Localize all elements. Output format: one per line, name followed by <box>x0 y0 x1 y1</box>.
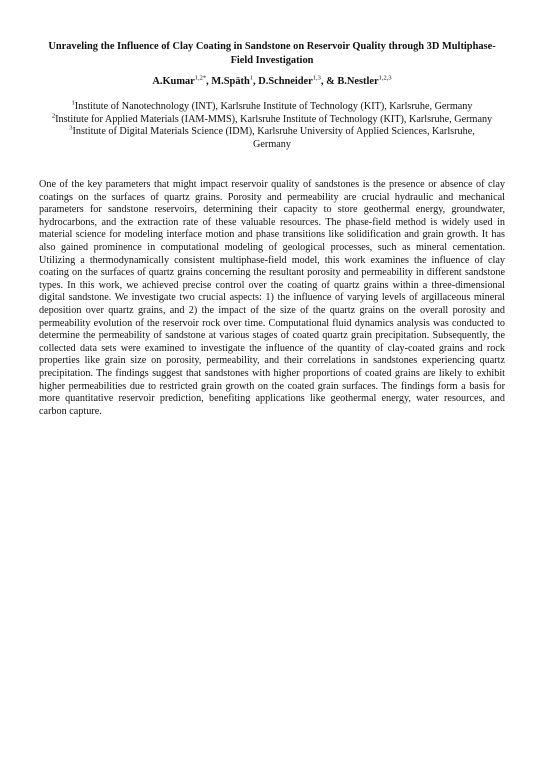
author-name: D.Schneider <box>258 76 313 87</box>
author-affiliation-marker: 1,2,3 <box>378 74 392 82</box>
affiliation-text: Institute for Applied Materials (IAM-MMS), Karlsruhe Institute of Technology (KIT), Karlsruhe, Germany <box>55 113 493 125</box>
affiliation-list <box>50 101 494 151</box>
author-affiliation-marker: 1,3 <box>312 74 321 82</box>
author-list <box>40 75 504 89</box>
affiliation-marker: 3 <box>69 124 73 132</box>
author-name: B.Nestler <box>337 76 379 87</box>
author-affiliation-marker: 1 <box>249 74 254 82</box>
affiliation <box>50 114 494 127</box>
affiliation <box>50 126 494 151</box>
author-separator: , <box>253 76 259 87</box>
author-separator: , <box>206 76 212 87</box>
author-name: A.Kumar <box>152 76 195 87</box>
abstract-text: One of the key parameters that might impact reservoir quality of sandstones is the presence or absence of clay coatings on the surfaces of quartz grains. Porosity and permeability are crucial hydraulic and mechanical parameters for sandstone reservoirs, determining their capacity to store geothermal energy, groundwater, hydrocarbons, and the extraction rate of these valuable resources. The phase-field method is widely used in material science for modeling interface motion and phase transitions like solidification and grain growth. It has also gained prominence in computational modeling of geological processes, such as mineral cementation. Utilizing a thermodynamically consistent multiphase-field model, this work examines the influence of clay coating on the surfaces of quartz grains concerning the resultant porosity and permeability in different sandstone types. In this work, we achieved precise control over the coating of quartz grains within a three-dimensional digital sandstone. We investigate two crucial aspects: 1) the influence of varying levels of argillaceous mineral deposition over quartz grains, and 2) the impact of the size of the quartz grains on the overall porosity and permeability evolution of the reservoir rock over time. Computational fluid dynamics analysis was conducted to determine the permeability of sandstone at various stages of coated quartz grain precipitation. Subsequently, the collected data sets were examined to investigate the influence of the quantity of clay-coated grains and rock properties like grain size on porosity, permeability, and their correlations in sandstones experiencing quartz precipitation. The findings suggest that sandstones with higher proportions of coated grains are likely to exhibit higher permeabilities due to restricted grain growth on the coated grain surfaces. The findings form a basis for more quantitative reservoir prediction, benefiting applications like geothermal energy, water resources, and carbon capture. <box>39 179 505 417</box>
affiliation-text: Institute of Nanotechnology (INT), Karlsruhe Institute of Technology (KIT), Karlsruhe, Germany <box>74 101 473 112</box>
author-separator: , & <box>320 76 338 87</box>
paper-title: Unraveling the Influence of Clay Coating in Sandstone on Reservoir Quality through 3D Multiphase-Field Investigation <box>48 41 496 66</box>
affiliation-text: Institute of Digital Materials Science (IDM), Karlsruhe University of Applied Sciences, Karlsruhe, Germany <box>72 126 475 150</box>
author-name: M.Späth <box>211 76 250 87</box>
affiliation-marker: 1 <box>71 99 75 107</box>
affiliation-marker: 2 <box>51 112 56 120</box>
affiliation <box>50 101 494 114</box>
author-affiliation-marker: 1,2* <box>194 74 207 82</box>
